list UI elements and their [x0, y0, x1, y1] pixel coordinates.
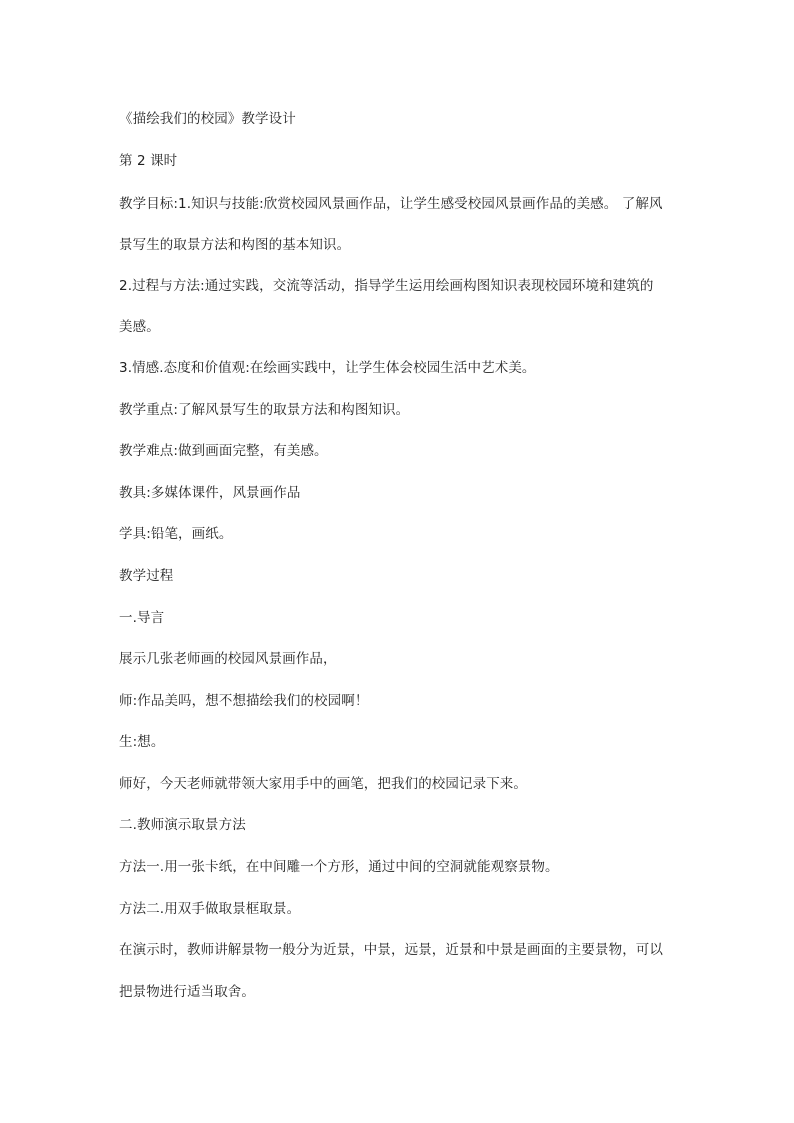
goal-2-line-1: 2.过程与方法:通过实践，交流等活动，指导学生运用绘画构图知识表现校园环境和建筑的: [119, 278, 654, 294]
demo-line-2: 把景物进行适当取舍。: [119, 984, 255, 1000]
method-2: 方法二.用双手做取景框取景。: [119, 901, 301, 917]
section-2-heading: 二.教师演示取景方法: [119, 817, 246, 833]
intro-line-2: 师:作品美吗，想不想描绘我们的校园啊！: [119, 693, 369, 709]
demo-line-1: 在演示时，教师讲解景物一般分为近景，中景，远景，近景和中景是画面的主要景物，可以: [119, 942, 663, 958]
student-tools: 学具:铅笔，画纸。: [119, 526, 233, 542]
section-1-heading: 一.导言: [119, 610, 165, 626]
method-1: 方法一.用一张卡纸，在中间雕一个方形，通过中间的空洞就能观察景物。: [119, 859, 559, 875]
intro-line-4: 师好，今天老师就带领大家用手中的画笔，把我们的校园记录下来。: [119, 776, 527, 792]
goal-3: 3.情感.态度和价值观:在绘画实践中，让学生体会校园生活中艺术美。: [119, 360, 536, 376]
goal-2-line-2: 美感。: [119, 319, 160, 335]
teaching-tools: 教具:多媒体课件，风景画作品: [119, 485, 301, 501]
document-title: 《描绘我们的校园》教学设计: [119, 111, 296, 127]
intro-line-3: 生:想。: [119, 734, 165, 750]
lesson-number: 第 2 课时: [119, 153, 178, 169]
key-point: 教学重点:了解风景写生的取景方法和构图知识。: [119, 402, 410, 418]
intro-line-1: 展示几张老师画的校园风景画作品，: [119, 651, 337, 667]
process-heading: 教学过程: [119, 568, 174, 584]
goal-1-line-1: 教学目标:1.知识与技能:欣赏校园风景画作品，让学生感受校园风景画作品的美感。 了解风: [119, 196, 663, 212]
goal-1-line-2: 景写生的取景方法和构图的基本知识。: [119, 237, 351, 253]
difficulty: 教学难点:做到画面完整，有美感。: [119, 443, 328, 459]
